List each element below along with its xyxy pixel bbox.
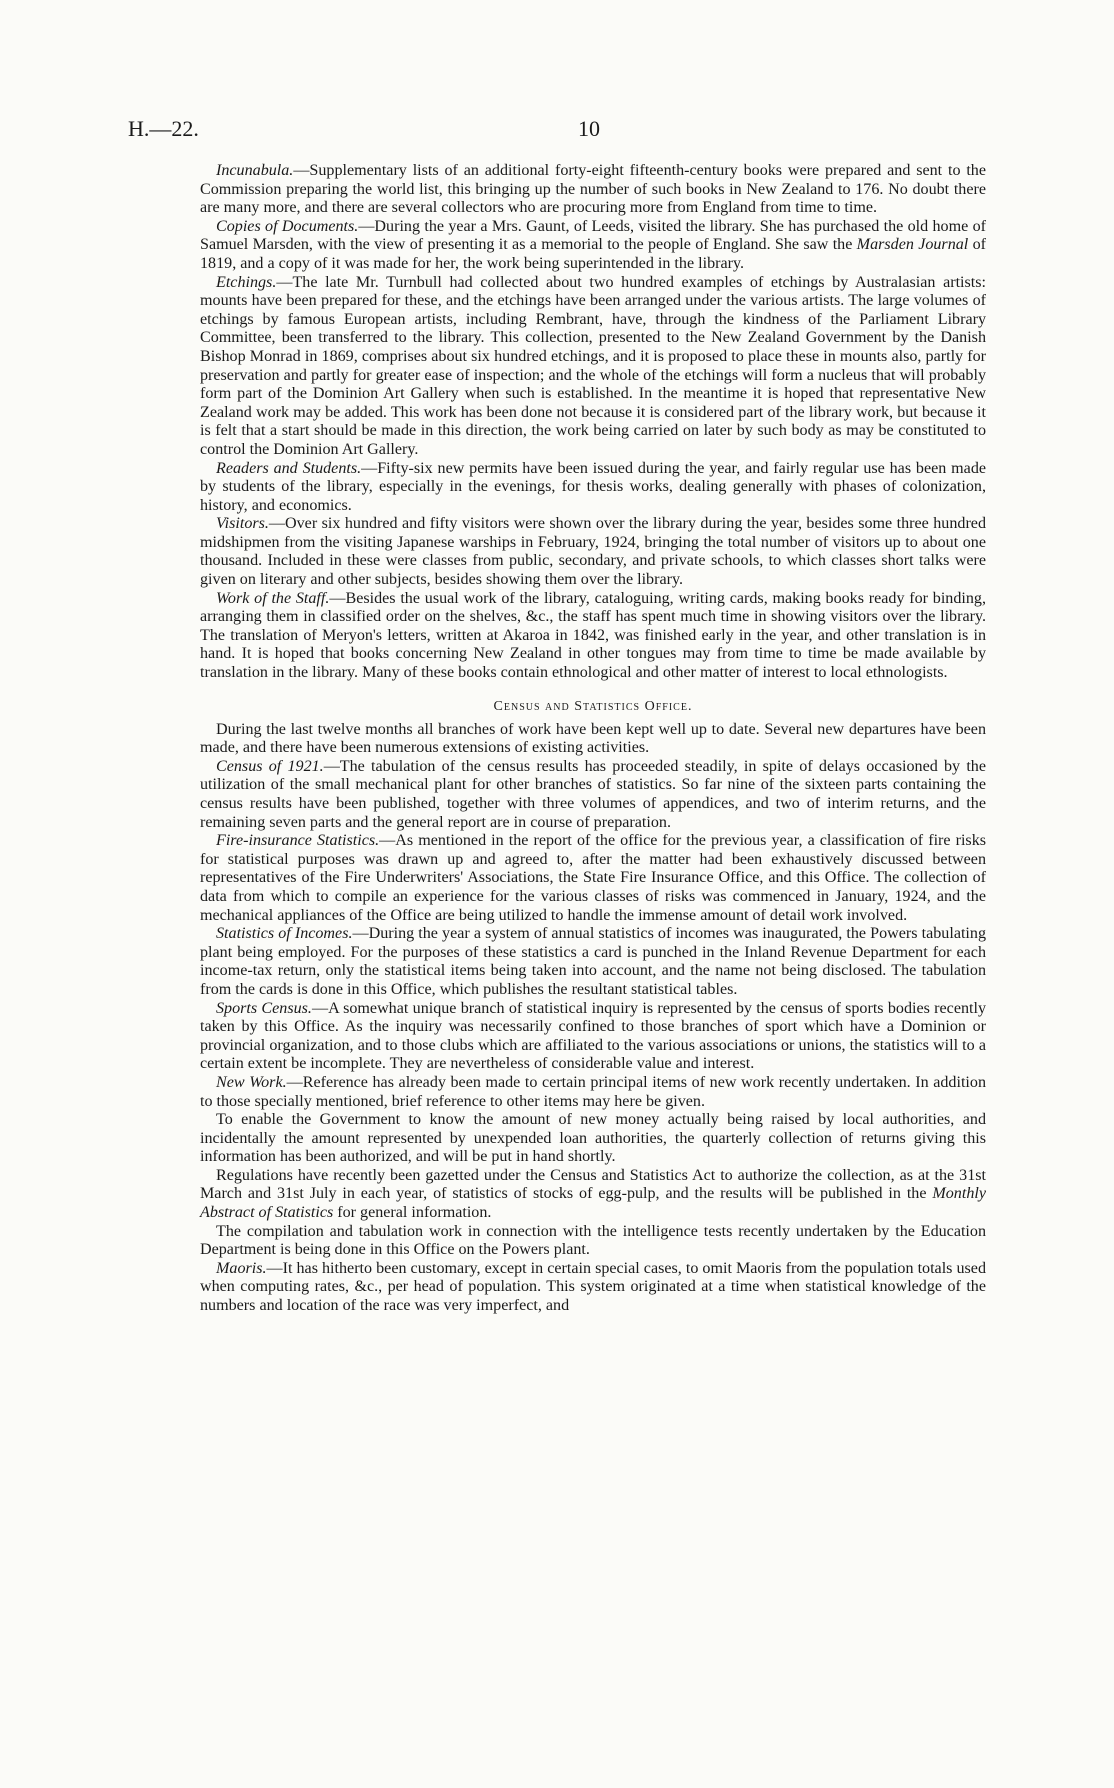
paragraph-lead: Sports Census. [216, 999, 312, 1017]
paragraph-lead: New Work. [216, 1073, 287, 1091]
paragraph-intelligence-tests: The compilation and tabulation work in connection with the intelligence tests recently undertaken by the Education Department is being done in this Office on the Powers plant. [200, 1222, 986, 1259]
paragraph-text: —Besides the usual work of the library, cataloguing, writing cards, making books ready for binding, arranging them in classified order on the shelves, &c., the staff has spent much time in showing visitors over the library. The translation of Meryon's letters, written at Akaroa in 1842, was finished early in the year, and other translation is in hand. It is hoped that books concerning New Zealand in other tongues may from time to time be made available by translation in the library. Many of these books contain ethnological and other matter of interest to local ethnologists. [200, 589, 986, 682]
paragraph-text: —As mentioned in the report of the office for the previous year, a classification of fire risks for statistical purposes was drawn up and agreed to, after the matter had been exhaustively discussed between representatives of the Fire Underwriters' Associations, the State Fire Insurance Office, and this Office. The collection of data from which to compile an experience for the various classes of risks was commenced in January, 1924, and the mechanical appliances of the Office are being utilized to handle the immense amount of detail work involved. [200, 832, 986, 924]
paragraph-text: of 1819, and a copy of it was made for her, the work being superintended in the library. [200, 236, 986, 272]
paragraph-text: —It has hitherto been customary, except in certain special cases, to omit Maoris from the population totals used when computing rates, &c., per head of population. This system originated at a time when statistical knowledge of the numbers and location of the race was very imperfect, and [200, 1259, 986, 1315]
paragraph-text: for general information. [333, 1204, 492, 1222]
paragraph-text: —Over six hundred and fifty visitors were shown over the library during the year, besides some three hundred midshipmen from the visiting Japanese warships in February, 1924, bringing the total number of visitors up to about one thousand. Included in these were classes from public, secondary, and private schools, to which classes short talks were given on literary and other subjects, besides showing them over the library. [200, 515, 986, 589]
paragraph-regulations [200, 1167, 986, 1223]
paragraph-census-intro: During the last twelve months all branches of work have been kept well up to date. Several new departures have been made, and there have been numerous extensions of existing activities. [200, 720, 986, 757]
paragraph-visitors [200, 515, 986, 589]
paragraph-lead: Fire-insurance Statistics. [216, 832, 380, 850]
paragraph-text: —The late Mr. Turnbull had collected about two hundred examples of etchings by Australasian artists: mounts have been prepared for these, and the etchings have been arranged under the various artists. The large volumes of etchings by famous European artists, including Rembrant, have, through the kindness of the Parliament Library Committee, been transferred to the library. This collection, presented to the New Zealand Government by the Danish Bishop Monrad in 1869, comprises about six hundred etchings, and it is proposed to place these in mounts also, partly for preservation and partly for greater ease of inspection; and the whole of the etchings will form a nucleus that will probably form part of the Dominion Art Gallery when such is established. In the meantime it is hoped that representative New Zealand work may be added. This work has been done not because it is considered part of the library work, but because it is felt that a start should be made in this direction, the work being carried on later by such body as may be constituted to control the Dominion Art Gallery. [200, 273, 986, 458]
paragraph-lead: Etchings. [216, 273, 277, 291]
paragraph-fire-insurance-statistics [200, 832, 986, 925]
paragraph-incunabula [200, 162, 986, 218]
paragraph-lead: Maoris. [216, 1259, 267, 1277]
paragraph-sports-census [200, 1000, 986, 1074]
paragraph-text: —The tabulation of the census results has proceeded steadily, in spite of delays occasioned by the utilization of the small mechanical plant for other branches of statistics. So far nine of the sixteen parts containing the census results have been published, together with three volumes of appendices, and two of interim returns, and the remaining seven parts and the general report are in course of preparation. [200, 757, 986, 831]
document-reference: H.—22. [128, 116, 199, 141]
paragraph-new-money: To enable the Government to know the amount of new money actually being raised by local authorities, and incidentally the amount represented by unexpended loan authorities, the quarterly collection of returns giving this information has been authorized, and will be put in hand shortly. [200, 1111, 986, 1166]
paragraph-text: Regulations have recently been gazetted under the Census and Statistics Act to authorize the collection, as at the 31st March and 31st July in each year, of statistics of stocks of egg-pulp, and the results will be published in the [200, 1166, 986, 1203]
paragraph-lead: Statistics of Incomes. [216, 925, 353, 943]
paragraph-readers-and-students [200, 460, 986, 516]
page-body [200, 162, 986, 1316]
paragraph-lead: Readers and Students. [216, 459, 362, 477]
paragraph-text: —A somewhat unique branch of statistical inquiry is represented by the census of sports bodies recently taken by this Office. As the inquiry was necessarily confined to those branches of sport which have a Dominion or provincial organization, and to those clubs which are affiliated to the various associations or unions, the statistics will to a certain extent be incomplete. They are nevertheless of considerable value and interest. [200, 999, 987, 1073]
paragraph-new-work [200, 1074, 986, 1111]
page-header [128, 116, 988, 146]
paragraph-text: —During the year a system of annual statistics of incomes was inaugurated, the Powers tabulating plant being employed. For the purposes of these statistics a card is punched in the Inland Revenue Department for each income-tax return, only the statistical items being taken into account, and the name not being disclosed. The tabulation from the cards is done in this Office, which publishes the resultant statistical tables. [200, 925, 986, 998]
paragraph-statistics-of-incomes [200, 925, 986, 999]
paragraph-text: —Supplementary lists of an additional forty-eight fifteenth-century books were prepared and sent to the Commission preparing the world list, this bringing up the number of such books in New Zealand to 176. No doubt there are many more, and there are several collectors who are procuring more from England from time to time. [200, 162, 986, 217]
paragraph-lead: Copies of Documents. [216, 217, 359, 235]
paragraph-census-1921 [200, 758, 986, 832]
paragraph-lead: Census of 1921. [216, 757, 324, 775]
paragraph-maoris [200, 1260, 986, 1316]
paragraph-etchings [200, 274, 986, 460]
paragraph-text: —During the year a Mrs. Gaunt, of Leeds, visited the library. She has purchased the old home of Samuel Marsden, with the view of presenting it as a memorial to the people of England. She saw the [200, 217, 986, 254]
paragraph-copies-of-documents [200, 218, 986, 274]
paragraph-text: —Reference has already been made to certain principal items of new work recently undertaken. In addition to those specially mentioned, brief reference to other items may here be given. [200, 1073, 986, 1110]
page-number: 10 [578, 116, 600, 141]
paragraph-work-of-the-staff [200, 590, 986, 683]
section-heading: Census and Statistics Office. [493, 698, 693, 714]
paragraph-text: —Fifty-six new permits have been issued during the year, and fairly regular use has been made by students of the library, especially in the evenings, for thesis works, dealing generally with phases of colonization, history, and economics. [200, 459, 987, 514]
paragraph-lead: Work of the Staff. [216, 589, 330, 607]
italic-title: Marsden Journal [856, 236, 969, 254]
italic-title: Monthly Abstract of Statistics [200, 1185, 986, 1222]
paragraph-lead: Incunabula. [216, 162, 294, 179]
paragraph-lead: Visitors. [216, 515, 269, 533]
